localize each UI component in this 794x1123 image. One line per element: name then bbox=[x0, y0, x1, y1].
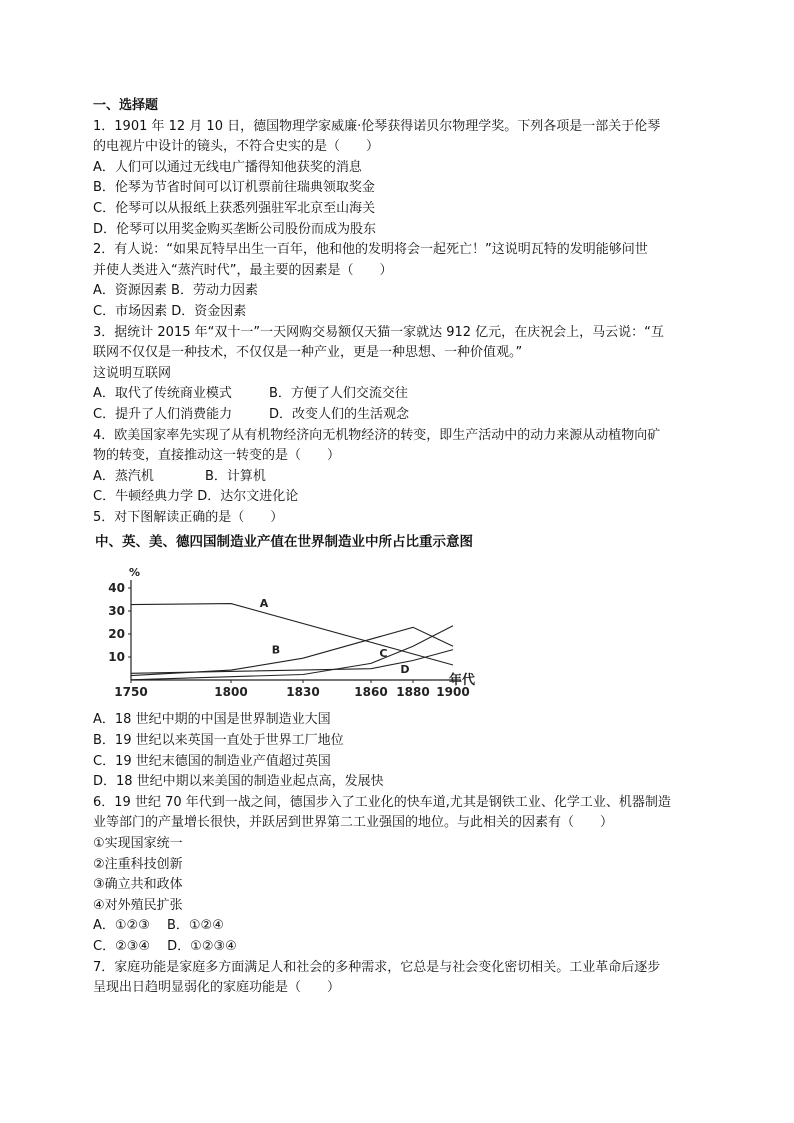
q6-stem-line2: 业等部门的产量增长很快，并跃居到世界第二工业强国的地位。与此相关的因素有（ ） bbox=[93, 815, 614, 831]
q5-option-b: B．19 世纪以来英国一直处于世界工厂地位 bbox=[93, 733, 344, 749]
q4-option-a: A．蒸汽机 bbox=[93, 468, 154, 484]
chart-title: 中、英、美、德四国制造业产值在世界制造业中所占比重示意图 bbox=[95, 534, 473, 551]
q3-option-c: C．提升了人们消费能力 bbox=[93, 406, 233, 422]
q5-option-a: A．18 世纪中期的中国是世界制造业大国 bbox=[93, 712, 331, 728]
q6-item-1: ①实现国家统一 bbox=[93, 836, 183, 852]
q3-option-d: D．改变人们的生活观念 bbox=[269, 406, 410, 422]
series-label-a: A bbox=[259, 597, 269, 611]
q6-stem-line1: 6．19 世纪 70 年代到一战之间，德国步入了工业化的快车道,尤其是钢铁工业、化学工业、机器制造 bbox=[93, 794, 671, 810]
q3-option-b: B．方便了人们交流交往 bbox=[269, 386, 408, 402]
q6-item-2: ②注重科技创新 bbox=[93, 856, 183, 872]
q5-option-c: C．19 世纪末德国的制造业产值超过英国 bbox=[93, 753, 331, 769]
q3-options-ab bbox=[93, 384, 705, 405]
y-tick-label: 20 bbox=[108, 627, 125, 642]
q1-option-d: D．伦琴可以用奖金购买垄断公司股份而成为股东 bbox=[93, 221, 377, 237]
q7-stem-line2: 呈现出日趋明显弱化的家庭功能是（ ） bbox=[93, 980, 341, 996]
q6-item-4: ④对外殖民扩张 bbox=[93, 897, 183, 913]
x-axis-label: 年代 bbox=[449, 673, 476, 689]
x-tick-label: 1750 bbox=[114, 685, 148, 700]
q6-options-cd: C．②③④ D．①②③④ bbox=[93, 939, 237, 954]
x-tick-label: 1830 bbox=[286, 685, 320, 700]
y-tick-label: 40 bbox=[108, 581, 125, 596]
q4-options-ab bbox=[93, 467, 705, 488]
q4-option-b: B．计算机 bbox=[205, 468, 266, 484]
q1-option-b: B．伦琴为节省时间可以订机票前往瑞典领取奖金 bbox=[93, 180, 375, 196]
q3-stem-line3: 这说明互联网 bbox=[93, 365, 172, 381]
q4-stem-line1: 4．欧美国家率先实现了从有机物经济向无机物经济的转变，即生产活动中的动力来源从动植物向矿 bbox=[93, 427, 661, 443]
series-label-b: B bbox=[271, 643, 281, 657]
y-axis-label: % bbox=[129, 566, 141, 580]
q2-options-ab: A．资源因素 B．劳动力因素 bbox=[93, 283, 258, 299]
q6-item-3: ③确立共和政体 bbox=[93, 877, 183, 893]
q2-options-cd: C．市场因素 D．资金因素 bbox=[93, 303, 247, 319]
q2-stem-line1: 2．有人说：“如果瓦特早出生一百年，他和他的发明将会一起死亡！”这说明瓦特的发明能够问世 bbox=[93, 242, 648, 258]
q3-stem-line1: 3．据统计 2015 年“双十一”一天网购交易额仅天猫一家就达 912 亿元，在庆祝会上，马云说：“互 bbox=[93, 324, 664, 340]
series-label-c: C bbox=[379, 647, 388, 661]
line-chart bbox=[93, 552, 483, 710]
series-label-d: D bbox=[400, 663, 410, 677]
q1-option-c: C．伦琴可以从报纸上获悉列强驻军北京至山海关 bbox=[93, 200, 376, 216]
q5-stem: 5．对下图解读正确的是（ ） bbox=[93, 509, 284, 525]
q4-stem-line2: 物的转变，直接推动这一转变的是（ ） bbox=[93, 448, 341, 464]
section-heading: 一、选择题 bbox=[93, 98, 159, 113]
q3-stem-line2: 联网不仅仅是一种技术，不仅仅是一种产业，更是一种思想、一种价值观。” bbox=[93, 345, 523, 361]
y-tick-label: 10 bbox=[108, 650, 125, 665]
x-tick-label: 1860 bbox=[354, 685, 388, 700]
q1-option-a: A．人们可以通过无线电广播得知他获奖的消息 bbox=[93, 159, 362, 175]
q1-stem-line2: 的电视片中设计的镜头，不符合史实的是（ ） bbox=[93, 139, 380, 155]
x-tick-label: 1800 bbox=[214, 685, 248, 700]
q6-options-ab: A．①②③ B．①②④ bbox=[93, 918, 224, 934]
q3-option-a: A．取代了传统商业模式 bbox=[93, 386, 232, 402]
exam-page bbox=[93, 96, 705, 999]
x-tick-label: 1880 bbox=[396, 685, 430, 700]
q7-stem-line1: 7．家庭功能是家庭多方面满足人和社会的多种需求，它总是与社会变化密切相关。工业革命后逐步 bbox=[93, 959, 661, 975]
q3-options-cd bbox=[93, 405, 705, 426]
y-tick-label: 30 bbox=[108, 604, 125, 619]
q2-stem-line2: 并使人类进入“蒸汽时代”，最主要的因素是（ ） bbox=[93, 262, 393, 278]
q4-options-cd: C．牛顿经典力学 D．达尔文进化论 bbox=[93, 489, 299, 505]
x-tick-label: 1900 bbox=[436, 685, 470, 700]
q1-stem-line1: 1．1901 年 12 月 10 日，德国物理学家威廉·伦琴获得诺贝尔物理学奖。下列各项是一部关于伦琴 bbox=[93, 118, 661, 134]
q5-option-d: D．18 世纪中期以来美国的制造业起点高，发展快 bbox=[93, 774, 384, 790]
series-line-a bbox=[131, 604, 453, 665]
